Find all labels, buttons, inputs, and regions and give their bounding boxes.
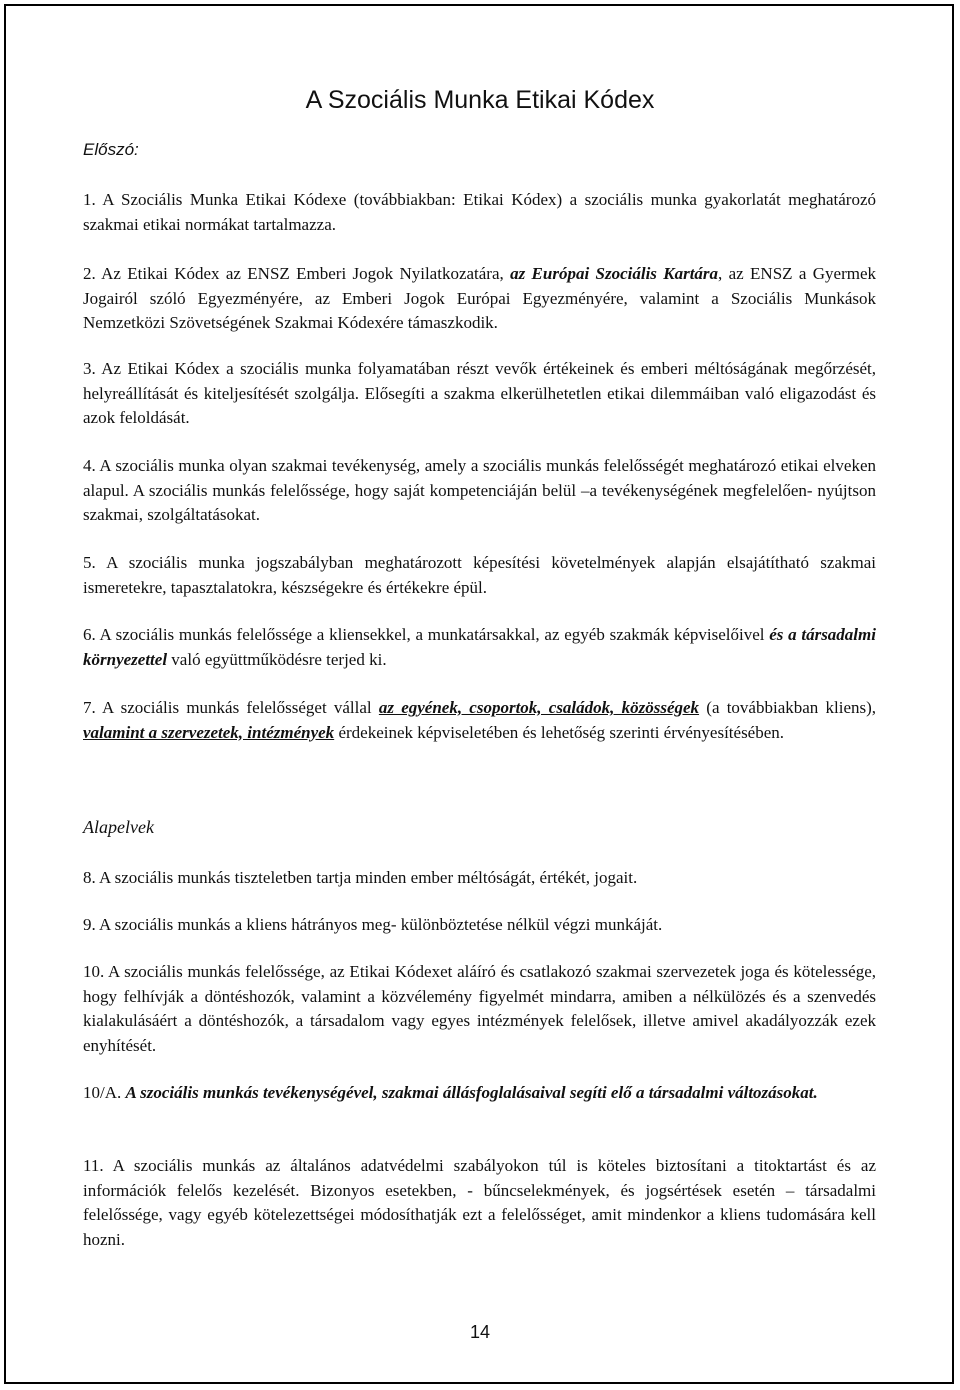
paragraph-7-text-c: (a továbbiakban kliens), xyxy=(699,698,877,717)
paragraph-6-emphasis: és a társadalmi környezettel xyxy=(83,625,876,669)
paragraph-3: 3. Az Etikai Kódex a szociális munka folyamatában részt vevők értékeinek és emberi méltóságának megőrzését, helyreállítását és kiteljesítését szolgálja. Elősegíti a szakma elkerülhetetlen etikai dilemmáiban való eligazodást és azok feloldását. xyxy=(83,359,876,427)
paragraph-6-text-a: 6. A szociális munkás felelőssége a kliensekkel, a munkatársakkal, az egyéb szakmák képviselőivel xyxy=(83,625,770,644)
paragraph-2-emphasis: az Európai Szociális Kartára xyxy=(510,264,719,283)
paragraph-4: 4. A szociális munka olyan szakmai tevékenység, amely a szociális munkás felelősségét meghatározó etikai elveken alapul. A szociális munkás felelőssége, hogy saját kompetenciáján belül –a tevékenységének megfelelően- nyújtson szakmai, szolgáltatásokat. xyxy=(83,456,876,524)
paragraph-8: 8. A szociális munkás tiszteletben tartja minden ember méltóságát, értékét, jogait. xyxy=(83,868,638,887)
paragraph-2 xyxy=(83,262,876,336)
paragraph-10a-emphasis: A szociális munkás tevékenységével, szakmai állásfoglalásaival segíti elő a társadalmi változásokat. xyxy=(125,1083,818,1102)
paragraph-11: 11. A szociális munkás az általános adatvédelmi szabályokon túl is köteles biztosítani a titoktartást és az információk felelős kezelését. Bizonyos esetekben, - bűncselekmények, és jogsértések esetén – társadalmi felelőssége, vagy egyéb kötelezettségei módosíthatják ezt a felelősséget, amit mindenkor a kliens tudomására kell hozni. xyxy=(83,1156,876,1249)
paragraph-6 xyxy=(83,623,876,672)
section-heading-foreword: Előszó: xyxy=(83,140,139,159)
paragraph-10a-number: 10/A. xyxy=(83,1083,126,1102)
paragraph-5: 5. A szociális munka jogszabályban meghatározott képesítési követelmények alapján elsajátítható szakmai ismeretekre, tapasztalatokra, készségekre és értékekre épül. xyxy=(83,553,876,597)
paragraph-9: 9. A szociális munkás a kliens hátrányos meg- különböztetése nélkül végzi munkáját. xyxy=(83,915,663,934)
paragraph-1: 1. A Szociális Munka Etikai Kódexe (továbbiakban: Etikai Kódex) a szociális munka gyakorlatát meghatározó szakmai etikai normákat tartalmazza. xyxy=(83,190,876,234)
paragraph-10: 10. A szociális munkás felelőssége, az Etikai Kódexet aláíró és csatlakozó szakmai szervezetek joga és kötelessége, hogy felhívják a döntéshozók, valamint a közvélemény figyelmét mindarra, amiben a nélkülözés és a szenvedés kialakulásáért a döntéshozók, a társadalom vagy egyes intézmények felelősek, illetve amivel akadályozzák ezek enyhítését. xyxy=(83,962,876,1055)
paragraph-7 xyxy=(83,696,876,745)
paragraph-10a xyxy=(83,1081,876,1106)
paragraph-2-text-c: , az ENSZ a Gyermek Jogairól szóló Egyezményére, az Emberi Jogok Európai Egyezményére, valamint a Szociális Munkások Nemzetközi Szövetségének Szakmai Kódexére támaszkodik. xyxy=(83,264,876,332)
paragraph-7-emphasis-1: az egyének, csoportok, családok, közösségek xyxy=(378,698,700,717)
paragraph-7-emphasis-2: valamint a szervezetek, intézmények xyxy=(83,722,335,742)
paragraph-2-text-a: 2. Az Etikai Kódex az ENSZ Emberi Jogok Nyilatkozatára, xyxy=(83,264,511,283)
page-number: 14 xyxy=(469,1322,491,1342)
paragraph-7-text-e: érdekeinek képviseletében és lehetőség szerinti érvényesítésében. xyxy=(334,722,785,742)
paragraph-6-text-c: való együttműködésre terjed ki. xyxy=(167,649,387,669)
document-title: A Szociális Munka Etikai Kódex xyxy=(305,86,655,114)
section-heading-principles: Alapelvek xyxy=(83,817,154,837)
paragraph-7-text-a: 7. A szociális munkás felelősséget vállal xyxy=(83,698,379,717)
